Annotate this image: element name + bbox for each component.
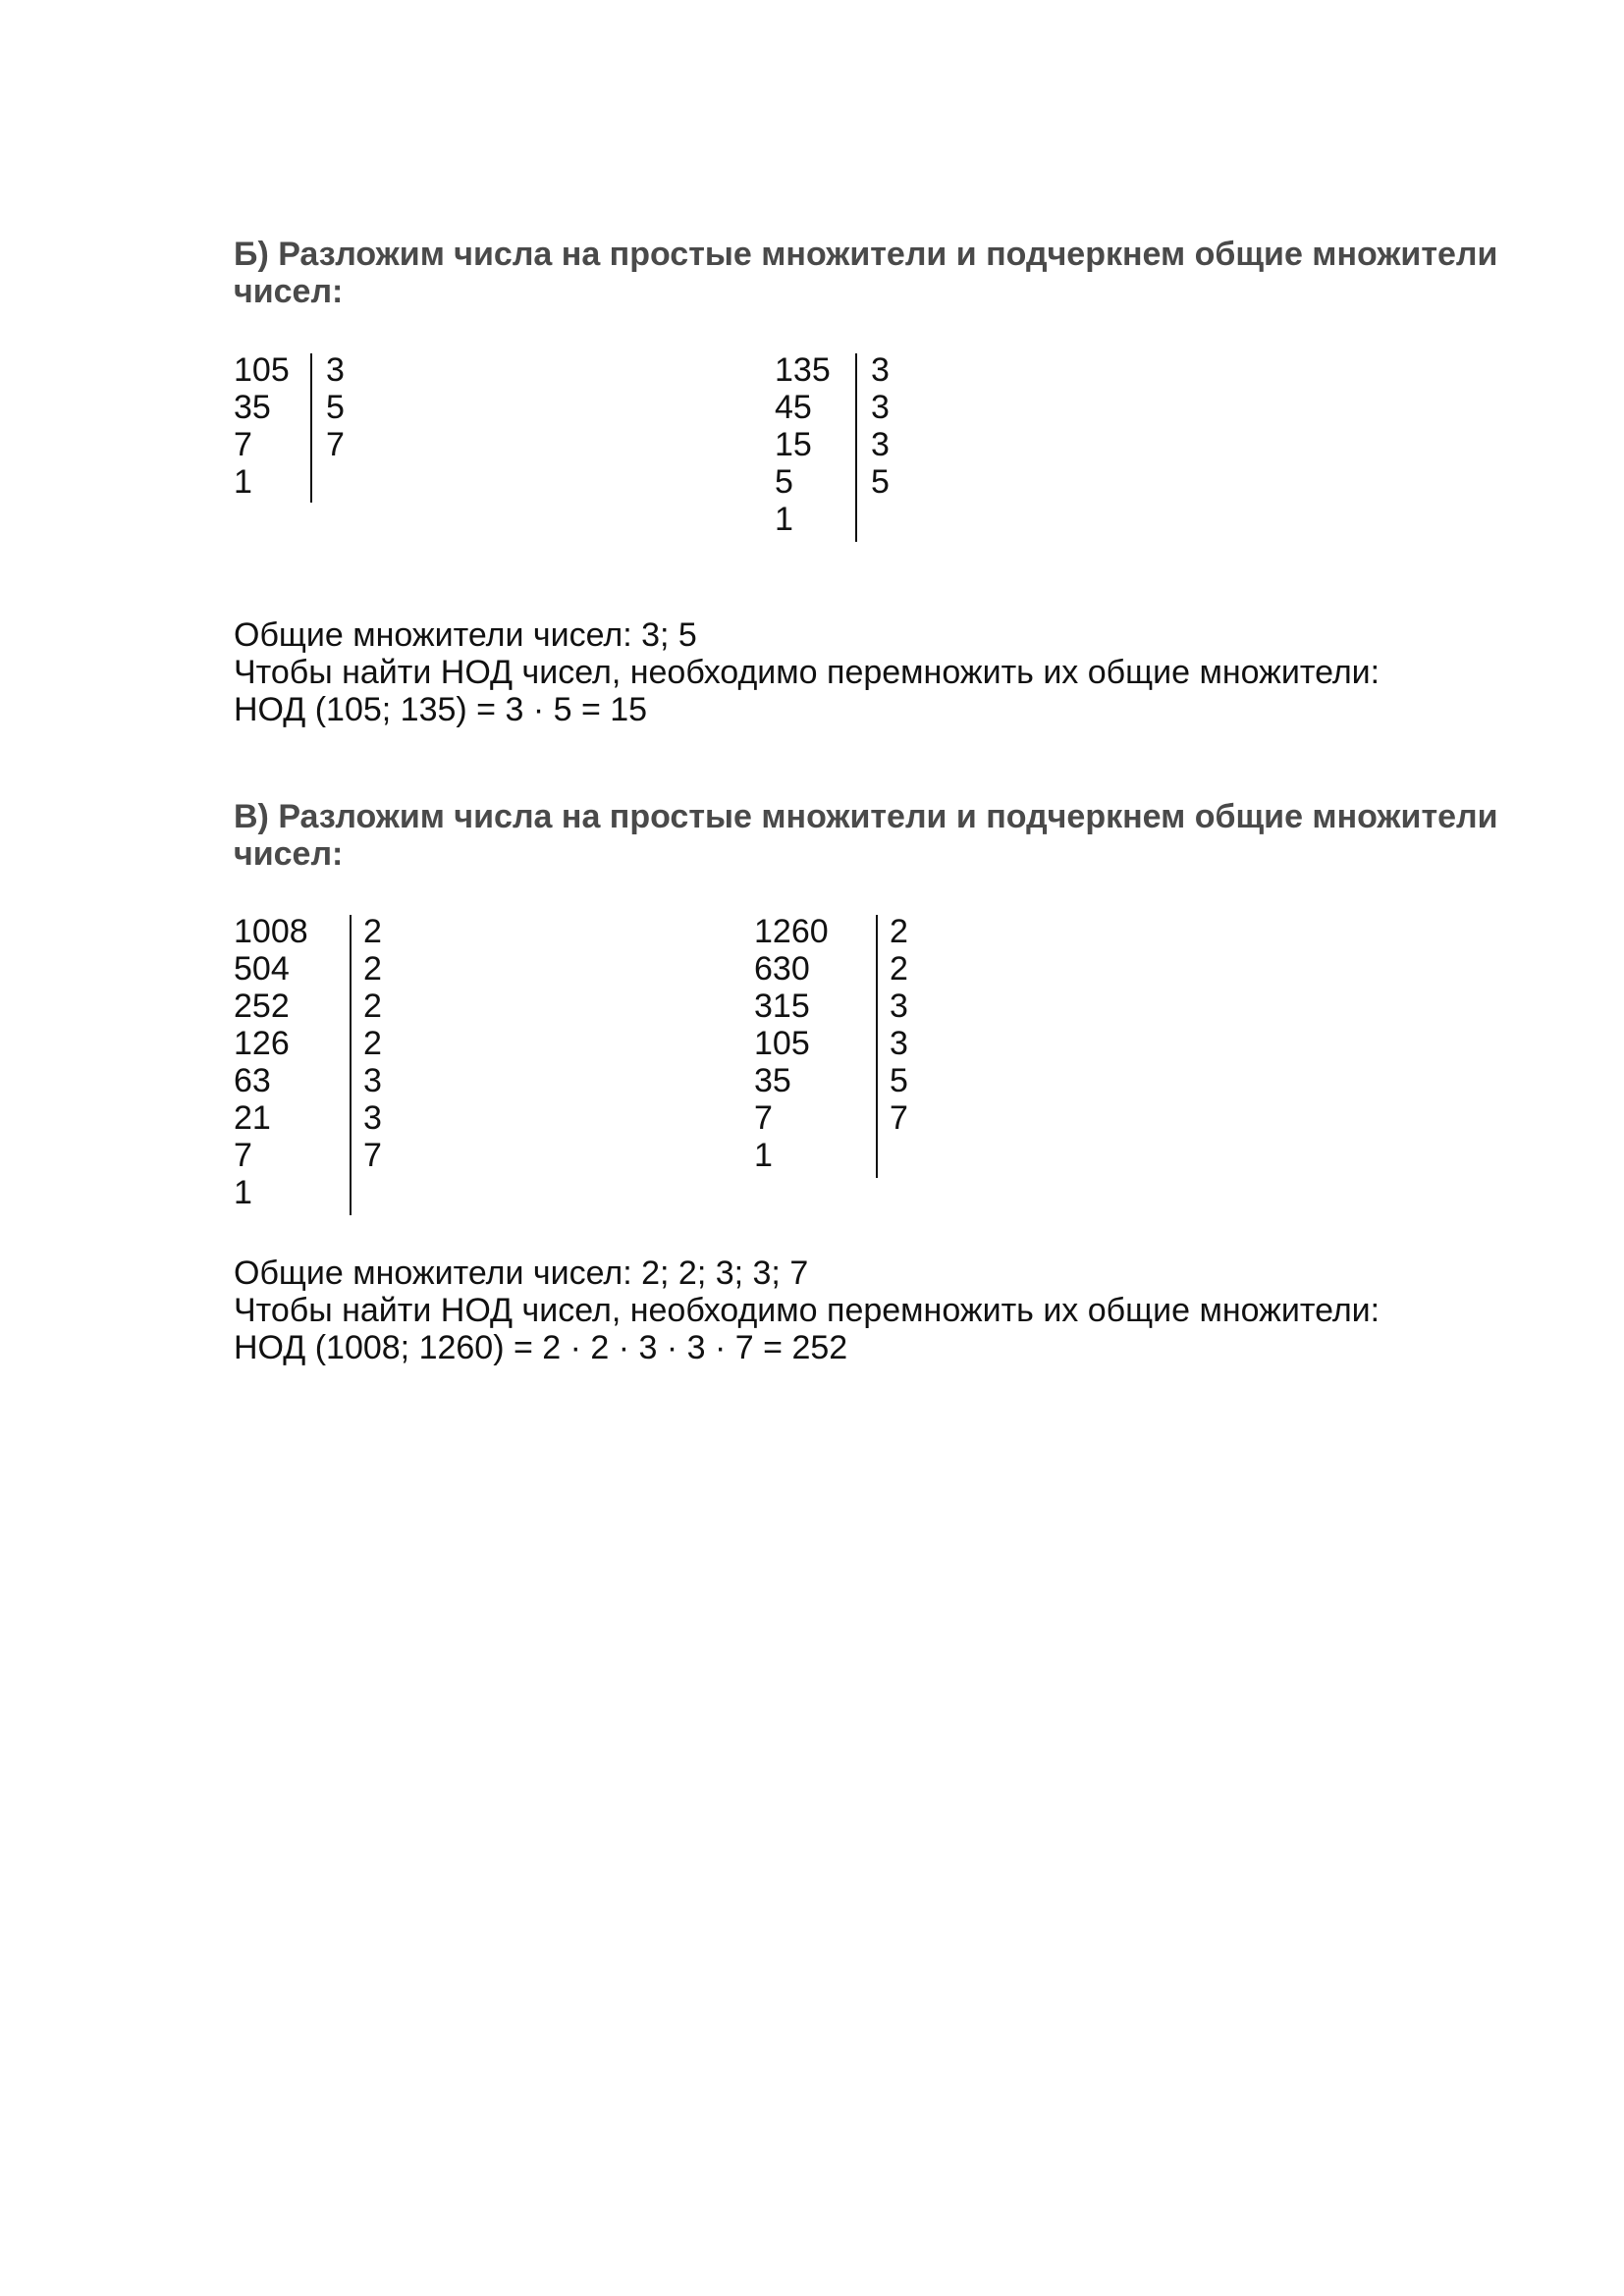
section-v-instruction: Чтобы найти НОД чисел, необходимо перемножить их общие множители: — [234, 1292, 1380, 1329]
number-cell: 35 — [754, 1062, 791, 1099]
section-b-result: НОД (105; 135) = 3 · 5 = 15 — [234, 691, 648, 728]
divisor-cell: 3 — [363, 1099, 382, 1137]
number-cell: 63 — [234, 1062, 271, 1099]
division-bar — [310, 353, 312, 503]
number-cell: 105 — [234, 351, 290, 389]
number-cell: 21 — [234, 1099, 271, 1137]
numbers-column — [234, 913, 308, 1211]
section-v — [234, 798, 1510, 873]
number-cell: 126 — [234, 1025, 290, 1062]
divisors-column — [363, 913, 382, 1174]
divisor-cell: 2 — [890, 950, 908, 988]
number-cell: 35 — [234, 389, 271, 426]
division-bar — [350, 915, 352, 1215]
divisors-column — [326, 351, 345, 463]
divisor-cell: 7 — [890, 1099, 908, 1137]
divisor-cell: 3 — [871, 426, 890, 463]
number-cell: 252 — [234, 988, 290, 1025]
divisor-cell: 3 — [871, 351, 890, 389]
number-cell: 15 — [775, 426, 812, 463]
section-b — [234, 236, 1510, 310]
number-cell: 315 — [754, 988, 810, 1025]
divisor-cell: 5 — [890, 1062, 908, 1099]
number-cell: 105 — [754, 1025, 810, 1062]
number-cell: 1 — [754, 1137, 773, 1174]
number-cell: 630 — [754, 950, 810, 988]
divisor-cell: 2 — [363, 913, 382, 950]
number-cell: 1260 — [754, 913, 829, 950]
numbers-column — [754, 913, 829, 1174]
number-cell: 1 — [234, 1174, 252, 1211]
divisor-cell: 3 — [871, 389, 890, 426]
number-cell: 7 — [234, 1137, 252, 1174]
number-cell: 504 — [234, 950, 290, 988]
section-v-common-factors: Общие множители чисел: 2; 2; 3; 3; 7 — [234, 1255, 809, 1292]
section-b-heading: Б) Разложим числа на простые множители и подчеркнем общие множители чисел: — [234, 236, 1498, 310]
division-bar — [876, 915, 878, 1178]
number-cell: 1008 — [234, 913, 308, 950]
divisor-cell: 3 — [890, 988, 908, 1025]
divisor-cell: 2 — [890, 913, 908, 950]
divisor-cell: 5 — [326, 389, 345, 426]
section-b-common-factors: Общие множители чисел: 3; 5 — [234, 616, 697, 654]
divisors-column — [871, 351, 890, 501]
number-cell: 135 — [775, 351, 831, 389]
divisor-cell: 7 — [326, 426, 345, 463]
division-bar — [855, 353, 857, 542]
numbers-column — [775, 351, 831, 538]
section-v-heading: В) Разложим числа на простые множители и подчеркнем общие множители чисел: — [234, 798, 1498, 873]
number-cell: 45 — [775, 389, 812, 426]
number-cell: 5 — [775, 463, 793, 501]
divisor-cell: 3 — [890, 1025, 908, 1062]
divisor-cell: 3 — [326, 351, 345, 389]
divisors-column — [890, 913, 908, 1137]
divisor-cell: 2 — [363, 1025, 382, 1062]
number-cell: 7 — [234, 426, 252, 463]
divisor-cell: 2 — [363, 950, 382, 988]
number-cell: 1 — [775, 501, 793, 538]
divisor-cell: 3 — [363, 1062, 382, 1099]
divisor-cell: 5 — [871, 463, 890, 501]
section-b-instruction: Чтобы найти НОД чисел, необходимо перемножить их общие множители: — [234, 654, 1380, 691]
section-v-result: НОД (1008; 1260) = 2 · 2 · 3 · 3 · 7 = 252 — [234, 1329, 848, 1366]
number-cell: 7 — [754, 1099, 773, 1137]
numbers-column — [234, 351, 290, 501]
divisor-cell: 7 — [363, 1137, 382, 1174]
number-cell: 1 — [234, 463, 252, 501]
divisor-cell: 2 — [363, 988, 382, 1025]
